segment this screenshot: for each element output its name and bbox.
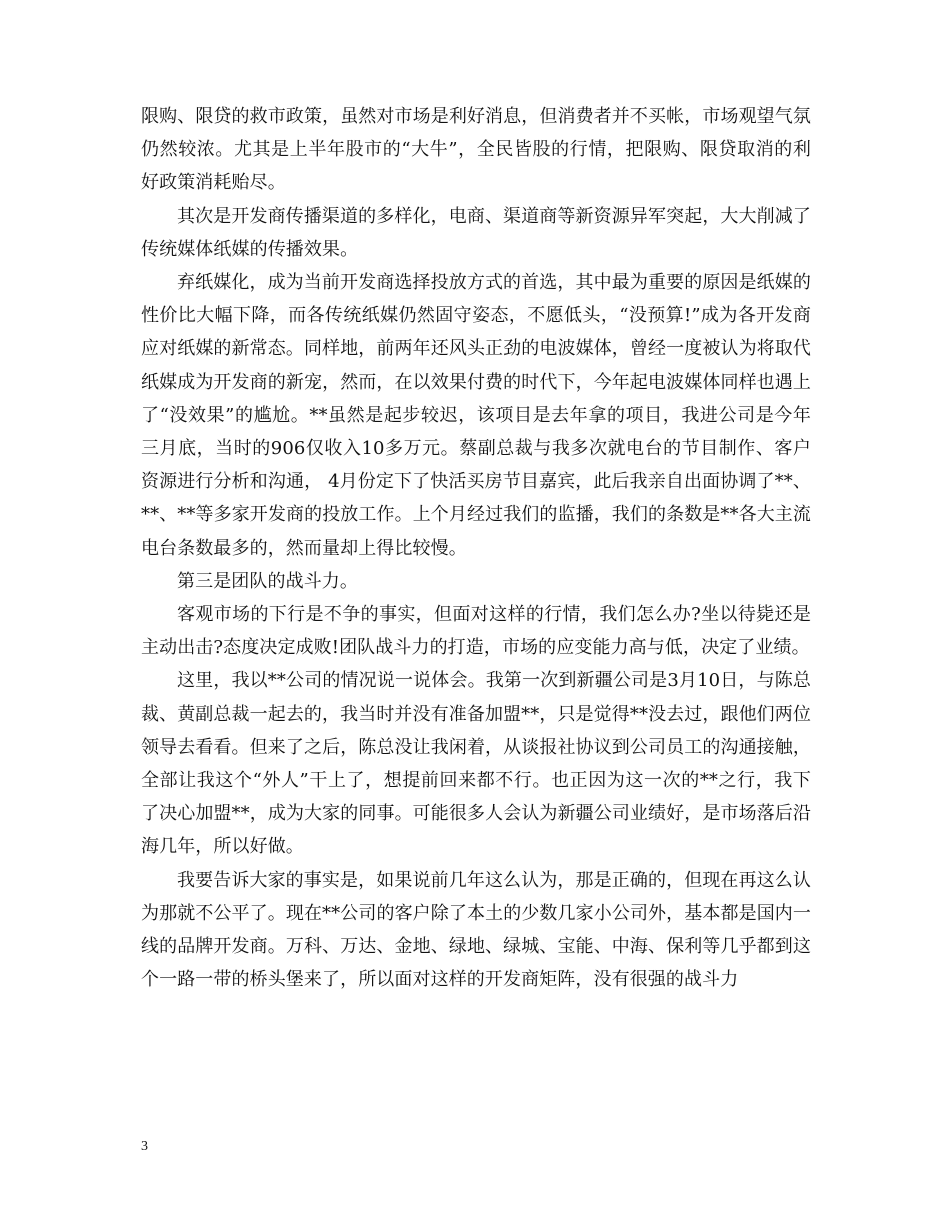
paragraph: 这里，我以**公司的情况说一说体会。我第一次到新疆公司是3月10日，与陈总裁、黄副总裁一起去的，我当时并没有准备加盟**，只是觉得**没去过，跟他们两位领导去看看。但来了之后，陈总没让我闲着，从谈报社协议到公司员工的沟通接触，全部让我这个“外人”干上了，想提前回来都不行。也正因为这一次的**之行，我下了决心加盟**，成为大家的同事。可能很多人会认为新疆公司业绩好，是市场落后沿海几年，所以好做。 [141, 670, 811, 858]
document-body [141, 100, 811, 996]
paragraph: 弃纸媒化，成为当前开发商选择投放方式的首选，其中最为重要的原因是纸媒的性价比大幅下降，而各传统纸媒仍然固守姿态，不愿低头，“没预算!”成为各开发商应对纸媒的新常态。同样地，前两年还风头正劲的电波媒体，曾经一度被认为将取代纸媒成为开发商的新宠，然而，在以效果付费的时代下，今年起电波媒体同样也遇上了“没效果”的尴尬。**虽然是起步较迟，该项目是去年拿的项目，我进公司是今年三月底，当时的906仅收入10多万元。蔡副总裁与我多次就电台的节目制作、客户资源进行分析和沟通， 4月份定下了快活买房节目嘉宾，此后我亲自出面协调了**、**、**等多家开发商的投放工作。上个月经过我们的监播，我们的条数是**各大主流电台条数最多的，然而量却上得比较慢。 [141, 272, 811, 559]
page-number: 3 [141, 1139, 148, 1154]
paragraph: 其次是开发商传播渠道的多样化，电商、渠道商等新资源异军突起，大大削减了传统媒体纸媒的传播效果。 [141, 205, 811, 260]
section-heading-paragraph: 第三是团队的战斗力。 [177, 570, 358, 592]
paragraph: 客观市场的下行是不争的事实，但面对这样的行情，我们怎么办?坐以待毙还是主动出击?态度决定成败!团队战斗力的打造，市场的应变能力高与低，决定了业绩。 [141, 604, 811, 659]
paragraph: 我要告诉大家的事实是，如果说前几年这么认为，那是正确的，但现在再这么认为那就不公平了。现在**公司的客户除了本土的少数几家小公司外，基本都是国内一线的品牌开发商。万科、万达、金地、绿地、绿城、宝能、中海、保利等几乎都到这个一路一带的桥头堡来了，所以面对这样的开发商矩阵，没有很强的战斗力 [141, 869, 811, 991]
paragraph: 限购、限贷的救市政策，虽然对市场是利好消息，但消费者并不买帐，市场观望气氛仍然较浓。尤其是上半年股市的“大牛”，全民皆股的行情，把限购、限贷取消的利好政策消耗贻尽。 [141, 106, 811, 194]
